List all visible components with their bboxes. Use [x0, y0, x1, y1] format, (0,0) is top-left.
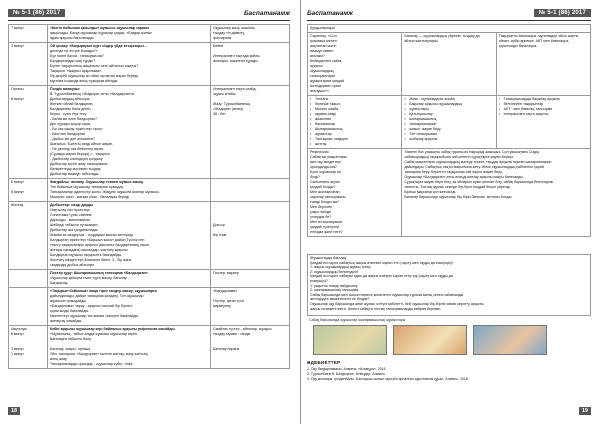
cell-line: Дыбыстар мазмұн табылады.	[50, 172, 100, 176]
cell-line: Кір тізім	[213, 233, 227, 237]
cell-line: «Мұғалімнің - табыс алуда жұмысы оқушылар керек	[50, 332, 138, 336]
photo-strip	[311, 325, 559, 355]
cell-line: 6 минут	[11, 180, 24, 184]
cell-line: Бейімделген сабақ	[310, 59, 342, 63]
cell-line: Сабақтың мақсаттары	[310, 155, 347, 159]
cell-line: жинақтау жасайды.	[50, 319, 83, 323]
cell-line: ойнап, әрбір өрнекке. АКТ мен бағалаңыз,	[498, 39, 570, 43]
header-rule	[8, 20, 290, 21]
bullet-item: • жаттау.	[310, 142, 399, 147]
cell-line: Смайлик түстер - айналар, жұлдыз	[213, 327, 272, 331]
cell-line: - Бөлім ме екен балдырған?	[50, 117, 98, 121]
table-row	[308, 25, 591, 33]
table-row	[9, 179, 290, 202]
cell-line: қандай болды?	[310, 185, 336, 189]
cell-line: - Екі сөз жасау тіркестері «жоқ»	[50, 127, 103, 131]
cell-line: Пәндік мазмұны:	[50, 87, 81, 91]
cell-line: Бүгін оқушылар не	[310, 170, 342, 174]
activity-cell	[48, 43, 211, 86]
cell-line: Қандай екі нәрсе сабақтың жақсы өткеніне ықпал етті (оқыту мен оқуды да ескеріңіз)?	[310, 260, 454, 265]
cell-line: тапсырмалары	[310, 74, 336, 78]
cell-line: Бағалау барысында оқушылар бір-бірін бағалап, ынталы болды.	[404, 195, 513, 199]
activity-cell	[48, 288, 211, 326]
table-row	[9, 288, 290, 326]
cell-line: жақсы нәтижеге жетті. Келесі сабақта топтық тапсырмаларды көбірек беремін.	[310, 306, 442, 311]
cell-line: Оқушылар «Балдырған» атты өлеңді жаттау арқылы жақсы бағаланды.	[404, 175, 524, 179]
cell-line: дайындауы. Сабақтың нақты мақсатына жету. Жеке оқушылардың қабілетіне қарай	[404, 165, 544, 169]
cell-line: Топ бойынша оқушылар тапсырма орындау.	[50, 185, 124, 189]
bullet-item: • тапсырмаларын	[404, 122, 493, 127]
table-row	[9, 202, 290, 270]
page-number: 19	[579, 407, 591, 415]
issue-badge: № 5-1 (86) 2017	[8, 9, 65, 17]
cell-line	[213, 180, 287, 185]
activity-cell	[48, 202, 211, 270]
cell-line: Бағалауға табысты болу.	[50, 337, 92, 341]
cell-line: Постер құру: Шығармашылық тапсырма «Балдырған»	[50, 271, 148, 275]
cell-line: жұмыстарын қандай	[310, 79, 344, 83]
cell-line: Доктор	[213, 223, 225, 227]
cell-line: танытты. Топтық жұмыс кезінде бір-бірін тыңдай білуге үйренді.	[404, 185, 511, 189]
cell-line: 2: оқушылардың белсенділігі	[310, 269, 359, 274]
references	[307, 360, 591, 382]
lesson-plan-table	[8, 24, 290, 369]
bullet-item: • Жеке - мұғалімдерге жазба	[404, 97, 493, 102]
cell-line: Бағалау парағы	[213, 347, 240, 351]
bullet-cell	[402, 96, 496, 149]
cell-line: 1: жақсы оқушылардың жұмыс істеуі	[310, 265, 371, 270]
cell-line: мәтіндермен орын	[310, 84, 342, 88]
cell-line	[11, 289, 45, 294]
cell-line: - Дыбыс ме деп аталатын?	[50, 137, 95, 141]
bullet-item: • жобалау арқылы	[404, 137, 493, 142]
resources-cell	[211, 25, 290, 43]
classroom-photo	[393, 325, 467, 355]
cell-line: Балдырған тіркестері «Баршыл жаса» дайын Түсінік пен	[50, 238, 145, 242]
cell-line: Балдырған мұнысы тақырыпта баяндайды	[50, 253, 122, 257]
cell-line: Жаман өз сөздеріңіз - тыңдаушы мысал келтіреді:	[50, 233, 134, 237]
bullet-item: • Мектеп жазба,	[310, 107, 399, 112]
cell-line: жоғары сатыдағы) мысалдар, жаттығу арқылы	[50, 248, 128, 252]
stage-cell	[9, 270, 48, 288]
cell-line: Әр деңгей оқушылар өз ойын ортақтап жауап береді,	[50, 74, 139, 78]
cell-line: Мен жоспарлаған	[310, 190, 340, 194]
cell-line: Ой қозғау: «Бақырауын күрт сіздер үйде отырсаңыз –	[50, 44, 147, 48]
reflection-questions-cell	[308, 149, 402, 237]
table-row	[9, 25, 290, 43]
cell-line: оқушылардың	[310, 69, 334, 73]
bullet-item: • бірнеше тақыл.	[310, 102, 399, 107]
stage-cell	[9, 326, 48, 369]
cell-line: (Сұраққа жауап беріңіз),» - тақырып	[50, 152, 110, 156]
cell-line: 38 - бет	[213, 112, 226, 116]
cell-line: фотоархив	[213, 36, 232, 40]
cell-line: Мен берілген	[310, 205, 333, 209]
resources-cell	[211, 202, 290, 270]
bullet-item: • көркем сөзді	[310, 112, 399, 117]
cell-line: - Не дегенді көз бейнелеу керек.	[50, 147, 105, 151]
cell-line: қорытынды бағалаңыз.	[498, 44, 538, 48]
bullet-item: • Қатысушылар	[404, 112, 493, 117]
cell-line: айтып жаттығулары.	[404, 39, 439, 43]
photo-caption: Сабақ барысында оқушылар шығармашылық жұмыстары	[309, 318, 406, 322]
cell-line: - Дыбыстар мәтіндерін қолдану	[50, 157, 103, 161]
cell-line: Балдырғаны бала деген,	[50, 107, 92, 111]
cell-line: 2: шығармашылық тапсырма	[310, 288, 359, 293]
table-row	[308, 96, 591, 149]
cell-line: Кейін арқылы оқушылар кері байланыс арқылы рефлексия жасайды.	[50, 327, 176, 331]
cell-line: тексту тақырыптары арқылы (мысалы: балдырғаның) көшті,	[50, 243, 151, 247]
cell-line: Интерактивті тақтада қойлы	[213, 54, 260, 58]
cell-line: уақыт ішінде	[310, 210, 332, 214]
cell-line: Рефлексия	[310, 150, 329, 154]
cell-line: Интерактивті тақта слайд,	[213, 87, 257, 91]
cell-line: мен оқу міндеттері	[310, 160, 342, 164]
cell-line: Жұмыстарды бағалау	[310, 256, 347, 260]
cell-line: саралау тапсырмасы	[310, 195, 346, 199]
cell-line: тапсырма беру. Берілген тақырыпқа сай нақты жауап беру.	[404, 170, 503, 174]
cell-line: мұғалім соңында анық тұжырым айтады.	[50, 79, 119, 83]
left-header	[8, 7, 290, 19]
bullet-item: • Топтағы	[310, 97, 399, 102]
table-row	[9, 270, 290, 288]
cell-line: Қандай екі нәрсе сабақты одан да жақсы өткізуге ықпал етер еді (оқыту мен оқуды да	[310, 274, 453, 279]
cell-line: сабағыңыздың тақырыбына сай келетін сұрақтарға жауап беріңіз.	[404, 155, 514, 159]
magazine-brand: Баспатанамж	[307, 9, 353, 17]
magazine-brand: Баспатанамж	[244, 9, 290, 17]
cell-line: Бөліметтерді мәтіннен тыңдау	[50, 167, 101, 171]
cell-line: Деп сұрады қоңыр сары.	[50, 122, 92, 126]
cell-line: маркерлер	[213, 304, 232, 308]
bullet-item: • Тапсырма: сөздерін	[310, 137, 399, 142]
cell-line: 1 минут	[11, 352, 24, 356]
cell-line: Бағалау — оқушылардың үйреніп, тыңдау да	[404, 34, 480, 38]
bullet-item: • жұмыстары	[404, 107, 493, 112]
cell-line: қорытынды бағалайды.	[50, 309, 90, 313]
right-footer	[579, 399, 591, 417]
issue-badge: № 5-1 (86) 2017	[534, 9, 591, 17]
cell-line: қандай түзетулер	[310, 225, 340, 229]
cell-line: білді?	[310, 175, 320, 179]
cell-line: 3. Оқу жоспары: қолданбалы. Бастауыш сынып оқытуға арналған әдістемелік құрал. Алматы, 2016	[307, 377, 468, 381]
cell-line: 6 минут	[11, 332, 24, 336]
cell-line: Мектептері оқушылар тек жазып тексеріп бағалайды,	[50, 314, 140, 318]
cell-line: Дарынды - мекенжайлы	[50, 218, 91, 222]
cell-line: Тақырыпты бағалаңыз, мұғалімдер ойын жарты	[498, 34, 579, 38]
cell-line: Мысалы: шын - жатқан кітап - балалары береді	[50, 195, 129, 199]
cell-line	[11, 271, 45, 276]
cell-line: Оқушылар оқу барысында жеке жұмыс істеуге қабілетті. Кей оқушылар бір-біріне көмек көрсету арқылы	[310, 301, 484, 306]
cell-line: - Бөлі еке балдырған	[50, 132, 86, 136]
resources-cell	[211, 86, 290, 179]
cell-line: 3 минут	[11, 347, 24, 351]
cell-line: «Жадыра» (өлеңі)	[213, 107, 244, 111]
cell-line: дайындалады: дайын тапсырма қолдану. Топ оқушылар	[50, 294, 144, 298]
cell-line: 1: уақытты тиімді пайдалану	[310, 283, 358, 288]
cell-line: Оқушылар қабырға газет түрін жасау, бағалау.	[50, 276, 128, 280]
cell-line: Постер, қағаз түсті	[213, 299, 245, 303]
resources-cell	[211, 326, 290, 369]
cell-line: Аяқталуы	[11, 327, 27, 331]
cell-line: 8 минут	[11, 190, 24, 194]
cell-line: 1. Оқу бағдарламасы. Алматы: «Атамұра», 2016	[307, 367, 386, 371]
cell-line: сөздердің дыбыс айтылуы	[50, 263, 95, 267]
cell-line: үлгердім бе?	[310, 215, 332, 219]
cell-line: Шағылыс: Ештегің сөзді айтып жауап.	[50, 142, 114, 146]
bullet-item: • жазылған	[310, 117, 399, 122]
cell-line: Жағдайлы: жиналу. Оқушылар топпен жұмыс жасау.	[50, 180, 144, 184]
cell-line: аяқталған мәтін	[310, 44, 337, 48]
classroom-photo	[473, 325, 547, 355]
cell-line: жаңылады. Басқа оқушылар сұрақтар қояды, «Бағдар-жаны»	[50, 31, 153, 35]
cell-line: дегенде не естуге болады?»	[50, 49, 98, 53]
cell-line: оқушы кітабы	[213, 92, 236, 96]
cell-line: аталым?	[310, 54, 325, 58]
assessment-cell	[402, 33, 496, 96]
cell-line: Бейне	[213, 44, 224, 48]
cell-line: Сабақ барысында мен сынып немесе жекелеген оқушылар туралы менің келесі сабағымды	[310, 292, 464, 297]
bullet-item: • белгілейтін тақырыптар	[499, 102, 588, 107]
bullet-item: • жазып, жауап беру	[404, 127, 493, 132]
cell-line: 7 минут	[11, 26, 24, 30]
table-row	[9, 43, 290, 86]
cell-line: тыңдау тіл дамыту,	[213, 31, 245, 35]
resources-cell	[211, 43, 290, 86]
cell-line: жоспары. ашылған тұрады	[213, 59, 258, 63]
cell-line: Құндылықтары	[310, 26, 335, 30]
activity-cell	[48, 25, 211, 43]
cell-line: Бүгінгі тақырыптың жаңалығы неге айтылып шықты?	[50, 64, 139, 68]
cell-line: Бағалау: жақсы, орташа	[50, 347, 91, 351]
values-cell	[308, 25, 591, 33]
cell-line: Шеберді табыста тұтасымен	[50, 223, 98, 227]
bullet-item: • Бақылау арқылы оқушылардың	[404, 102, 493, 107]
cell-line: аталушы?»	[310, 89, 329, 93]
classroom-photo	[313, 325, 387, 355]
cell-line: Дыбыстар жиі қолданылады:	[50, 228, 99, 232]
cell-line: Сабақ мақсаттары оқушылардың мәтінді түсініп, тыңдау арқылы оқыған шығармаларын	[404, 160, 552, 164]
bullet-cell	[308, 96, 402, 149]
activity-cell	[48, 326, 211, 369]
reflection-text-cell	[402, 149, 591, 237]
question-cell	[308, 33, 402, 96]
cell-line: Бұл мәтін баспа - тапсырма ма?	[50, 54, 104, 58]
cell-line: Оқушылар жазу, оқылым,	[213, 26, 256, 30]
stage-cell	[9, 43, 48, 86]
activity-cell	[48, 179, 211, 202]
bullet-item: • жұмыстар.	[310, 132, 399, 137]
table-row	[308, 33, 591, 96]
cell-line: «Бағдарлама» тарау - арқылы осылай бір бірлеп,	[50, 304, 133, 308]
cell-line: «Бағдарлама»	[213, 289, 238, 293]
cell-line: Тақырып: «жақсыз арқылыма».	[50, 69, 103, 73]
cell-line: Бағдарлау.	[50, 281, 69, 285]
cell-line: тиімді болды ма?	[310, 200, 340, 204]
resources-cell	[211, 179, 290, 202]
assessment-cell	[496, 33, 590, 96]
right-page	[300, 0, 600, 424]
cell-line: Дыбыстардың айтылуы:	[50, 97, 91, 101]
header-rule	[307, 20, 591, 21]
cell-line: мазмұн көмегі	[310, 49, 334, 53]
cell-line: Тапсырмаларды орындау - оқушылар күйін, тілек	[50, 362, 133, 366]
cell-line: 3 минут	[11, 44, 24, 48]
cell-line: Бірінші мақсатқа қол жеткізілді.	[404, 190, 457, 194]
bullet-item: • Шығармашылық	[310, 127, 399, 132]
cell-line: Дыбыстар: сөзді дарды	[50, 203, 94, 207]
cell-line: Жаттау	[11, 203, 24, 207]
cell-line: Жеткен ойлай балдырған,	[50, 102, 94, 106]
bullet-item: • Топ тапсырмасы	[404, 132, 493, 137]
stage-cell	[9, 25, 48, 43]
cell-line: Ортасы	[11, 87, 24, 91]
activity-cell	[48, 86, 211, 179]
table-row	[9, 86, 290, 179]
bullet-item: • АКТ - мен бағалау, тапсырма	[499, 107, 588, 112]
cell-line: «Мәтін бойынша қазылды» жұмысы оқушылар тарапы	[50, 26, 150, 30]
bullet-item: • шығармашылық	[404, 117, 493, 122]
summary-box	[307, 254, 591, 316]
cell-line: Жаттығу міндеттері (Мәтіннен бөліп, 3 - бір жағы	[50, 258, 132, 262]
left-footer	[8, 399, 20, 417]
cell-line: Сыныптағы ахуал	[310, 180, 340, 184]
cell-line: Мен өз жоспарыма	[310, 220, 342, 224]
cell-line: Үйге тапсырма: «Балдырған» мәтінін жаттау, жазу жаттығу,	[50, 352, 149, 356]
cell-line: қосымша менен	[310, 39, 337, 43]
cell-line: арқылы	[310, 64, 323, 68]
cell-line: В. Тұрсынбаевтың «Жадыра» атты «балдырған»ы	[50, 92, 135, 96]
bullet-item: • бастамалар.	[310, 122, 399, 127]
stage-cell	[9, 202, 48, 270]
resources-cell	[211, 288, 290, 326]
stage-cell	[9, 179, 48, 202]
stage-cell	[9, 86, 48, 179]
cell-line: орындалды ма?	[310, 165, 337, 169]
cell-line: Сараптау: «Сол	[310, 34, 337, 38]
cell-line: Балдырғандар шақ тұрды?	[50, 59, 96, 63]
cell-line: Жазу: Тұрсынбаевтың	[213, 102, 251, 106]
cell-line: Дыбыстар мәтін жазу тапсырмасы	[50, 162, 108, 166]
table-row	[308, 149, 591, 237]
right-header	[307, 7, 591, 19]
cell-line: Постер, маркер	[213, 271, 240, 275]
cell-line: 8 минут	[11, 97, 24, 101]
evaluation-table	[307, 24, 591, 237]
cell-line: Нақтылау сөз тіркестері	[50, 208, 90, 212]
cell-line: Тапсырмалар ізденістер жолы: Жақұлы оқушыға жоспар жұмысы.	[50, 190, 160, 194]
table-row	[9, 326, 290, 369]
resources-cell	[211, 270, 290, 288]
cell-line: Сипаттама тұтас сөйлем	[50, 213, 92, 217]
bullet-item: • Тапсырмаларды бақылау арқылы	[499, 97, 588, 102]
cell-line: жұмысын орындайды.	[50, 299, 87, 303]
references-title: ӘДЕБИЕТТЕР	[307, 360, 341, 365]
cell-line: Сұрақтарға жауап бере білу, өз ойларын еркін жеткізе білу, сабақ барысында белсенділік	[404, 180, 554, 184]
cell-line: ескеріңіз)?	[310, 278, 328, 283]
cell-line: жетілдіруге көмектесетін не білдім?	[310, 297, 370, 302]
cell-line: «Тақырып бойынша» жаңа тірек сөздер жасау, оқушыларға	[50, 289, 157, 293]
cell-line: тыңдау мүмкін - сөздік	[213, 332, 251, 336]
page-number: 18	[8, 407, 20, 415]
cell-line: 2. Тұрсынбаев В. Балдырған. Өлеңдер. Алматы	[307, 372, 386, 376]
bullet-cell	[496, 96, 590, 149]
cell-line: енгіздім және неге?	[310, 230, 343, 234]
activity-cell	[48, 270, 211, 288]
bullet-item: • интерактивті тақта арқылы	[499, 112, 588, 117]
cell-line: Керек - сүзіп тері тесу	[50, 112, 87, 116]
cell-line: Төменгі бос ұяшықты сабақ туралы өз пікіріңізді жазыңыз. Сол ұяшықтағы Сіздің	[404, 150, 539, 154]
cell-line: адам арқылы бағаланады.	[50, 36, 95, 40]
stage-cell	[9, 288, 48, 326]
cell-line: өлең жазу	[50, 357, 67, 361]
